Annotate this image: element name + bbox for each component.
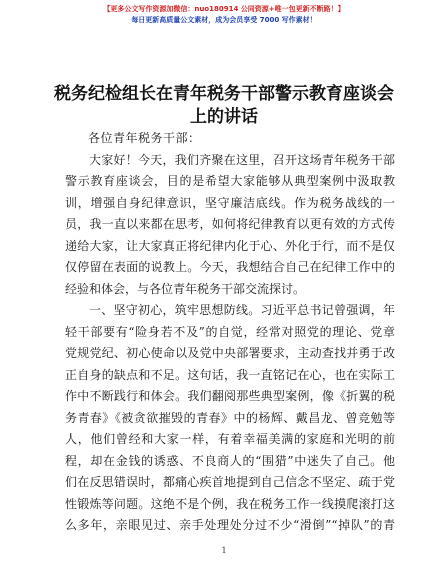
paragraph-2 bbox=[65, 300, 395, 536]
salutation: 各位青年税务干部： bbox=[88, 131, 201, 145]
promo-banner-line-2: 每日更新高质量公文素材，成为会员享受 7000 写作素材！ bbox=[131, 16, 317, 24]
text-line: 递给大家，让大家真正将纪律内化于心、外化于行，而不是仅 bbox=[65, 238, 395, 253]
text-line: 仅停留在表面的说教上。今天，我想结合自己在纪律工作中的 bbox=[65, 260, 395, 275]
text-line: 训，增强自身纪律意识，坚守廉洁底线。作为税务战线的一 bbox=[65, 195, 395, 210]
text-line: 么多年，亲眼见过、亲手处理处分过不少“滑倒”“掉队”的青 bbox=[65, 517, 395, 532]
text-line: 员，我一直以来都在思考，如何将纪律教育以更有效的方式传 bbox=[65, 217, 395, 232]
text-line: 经验和体会，与各位青年税务干部交流探讨。 bbox=[65, 281, 306, 296]
document-title-line-1: 税务纪检组长在青年税务干部警示教育座谈会 bbox=[54, 84, 394, 104]
text-line: 们在反思错误时，都痛心疾首地提到自己信念不坚定、疏于党 bbox=[65, 475, 395, 490]
text-line: 正自身的缺点和不足。这句话，我一直铭记在心，也在实际工 bbox=[65, 367, 395, 382]
text-line: 警示教育座谈会，目的是希望大家能够从典型案例中汲取教 bbox=[65, 174, 395, 189]
promo-banner bbox=[0, 4, 448, 26]
text-line: 务青春》《被贪欲摧毁的青春》中的杨辉、戴昌龙、曾竞勉等 bbox=[65, 410, 395, 425]
text-line: 一、坚守初心，筑牢思想防线。习近平总书记曾强调，年 bbox=[89, 303, 395, 318]
text-line: 性锻炼等问题。这绝不是个例，我在税务工作一线摸爬滚打这 bbox=[65, 496, 395, 511]
text-line: 作中不断践行和体会。我们翻阅那些典型案例，像《折翼的税 bbox=[65, 389, 395, 404]
paragraph-1 bbox=[65, 150, 395, 300]
text-line: 大家好！今天，我们齐聚在这里，召开这场青年税务干部 bbox=[89, 153, 395, 167]
text-line: 轻干部要有“险身若不及”的自觉，经常对照党的理论、党章 bbox=[65, 324, 395, 339]
document-body bbox=[65, 150, 395, 536]
page-number: 1 bbox=[221, 546, 227, 555]
document-title-line-2: 上的讲话 bbox=[190, 107, 258, 127]
text-line: 党规党纪、初心使命以及党中央部署要求，主动查找并勇于改 bbox=[65, 346, 395, 361]
promo-banner-line-1: 【更多公文写作资源加微信：nuo180914 公同资源+唯一包更新不断路！】 bbox=[103, 5, 345, 13]
document-title bbox=[40, 83, 408, 129]
text-line: 人，他们曾经和大家一样，有着幸福美满的家庭和光明的前 bbox=[65, 432, 395, 447]
text-line: 程，却在金钱的诱惑、不良商人的“围猎”中迷失了自己。他 bbox=[65, 453, 395, 468]
